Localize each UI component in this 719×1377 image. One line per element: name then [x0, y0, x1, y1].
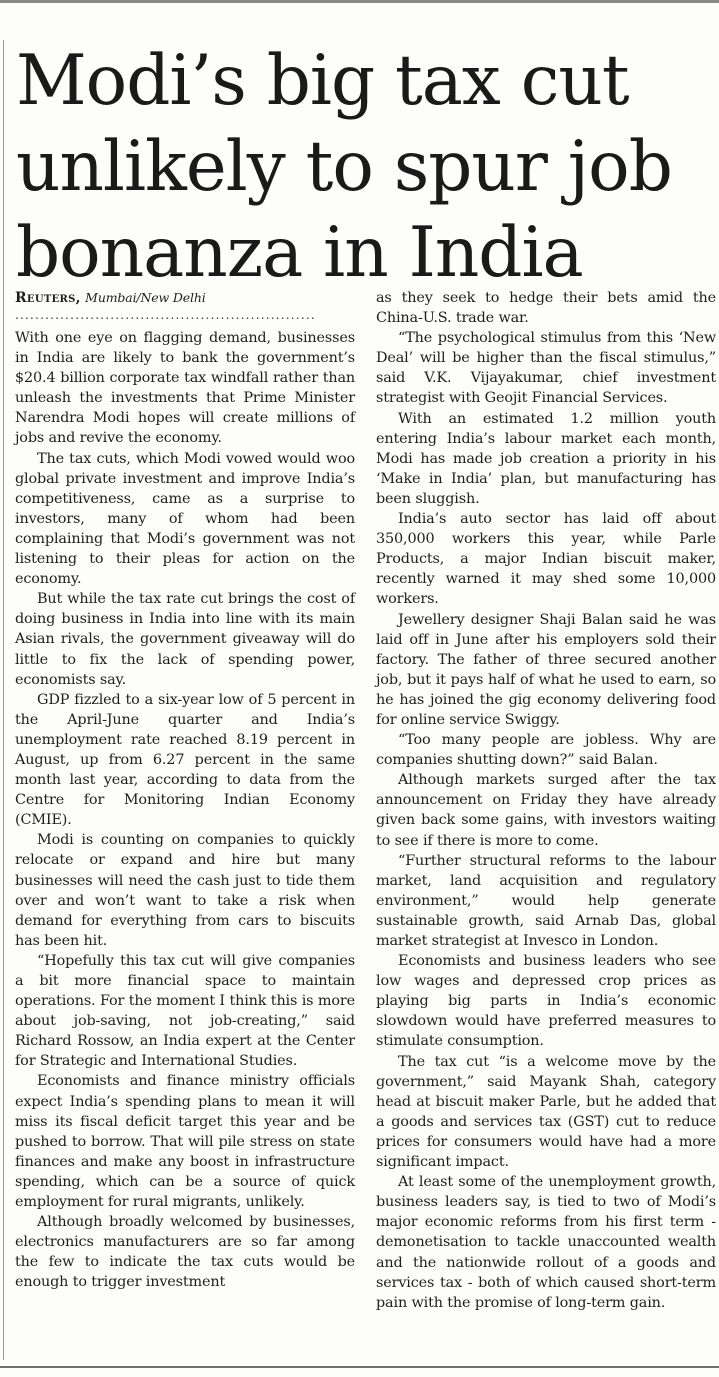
right-paragraph-1: “The psychological stimulus from this ‘New Deal’ will be higher than the fiscal stimulus,” said V.K. Vijayakumar, chief investment strategist with Geojit Financial Services. [376, 330, 716, 407]
left-paragraph-4: GDP fizzled to a six-year low of 5 percent in the April-June quarter and India’s unemployment rate reached 8.19 percent in August, up from 6.27 percent in the same month last year, according to data from the Centre for Monitoring Indian Economy (CMIE). [15, 691, 355, 829]
right-paragraph-3: India’s auto sector has laid off about 350,000 workers this year, while Parle Products, a major Indian biscuit maker, recently warned it may shed some 10,000 workers. [376, 511, 716, 608]
bottom-border-rule [0, 1366, 719, 1368]
right-column [376, 288, 716, 1313]
byline-location: Mumbai/New Delhi [85, 290, 206, 305]
left-column [15, 288, 355, 1293]
left-paragraph-6: “Hopefully this tax cut will give companies a bit more financial space to maintain operations. For the moment I think this is more about job-saving, not job-creating,” said Richard Rossow, an India expert at the Center for Strategic and International Studies. [15, 952, 355, 1070]
left-paragraph-5: Modi is counting on companies to quickly relocate or expand and hire but many businesses will need the cash just to tide them over and won’t want to take a risk when demand for everything from cars to biscuits has been hit. [15, 832, 355, 949]
headline-line-2: unlikely to spur job [16, 127, 672, 207]
left-paragraph-7: Economists and finance ministry officials expect India’s spending plans to mean it will miss its fiscal deficit target this year and be pushed to borrow. That will pile stress on state finances and make any boost in infrastructure spending, which can be a source of quick employment for rural migrants, unlikely. [15, 1073, 355, 1211]
right-paragraph-10: At least some of the unemployment growth, business leaders say, is tied to two of Modi’s major economic reforms from his first term - demonetisation to tackle unaccounted wealth and the nationwide rollout of a goods and services tax - both of which caused short-term pain with the promise of long-term gain. [376, 1174, 716, 1311]
right-paragraph-7: “Further structural reforms to the labour market, land acquisition and regulatory environment,” would help generate sustainable growth, said Arnab Das, global market strategist at Invesco in London. [376, 852, 716, 949]
right-continuation: as they seek to hedge their bets amid the China-U.S. trade war. [376, 290, 716, 327]
right-paragraph-4: Jewellery designer Shaji Balan said he was laid off in June after his employers sold their factory. The father of three secured another job, but it pays half of what he used to earn, so he has joined the gig economy delivering food for online service Swiggy. [376, 611, 716, 728]
headline [16, 38, 716, 296]
left-paragraph-8: Although broadly welcomed by businesses, electronics manufacturers are so far among the few to indicate the tax cuts would be enough to trigger investment [15, 1214, 355, 1291]
left-paragraph-2: The tax cuts, which Modi vowed would woo global private investment and improve India’s competitiveness, came as a surprise to investors, many of whom had been complaining that Modi’s government was not listening to their pleas for action on the economy. [15, 450, 355, 588]
headline-line-3: bonanza in India [16, 213, 583, 293]
byline-agency: Reuters, [15, 290, 81, 306]
right-paragraph-6: Although markets surged after the tax announcement on Friday they have already given back some gains, with investors waiting to see if there is more to come. [376, 772, 716, 849]
right-paragraph-2: With an estimated 1.2 million youth entering India’s labour market each month, Modi has made job creation a priority in his ‘Make in India’ plan, but manufacturing has been sluggish. [376, 410, 716, 507]
byline [15, 288, 355, 308]
right-paragraph-8: Economists and business leaders who see low wages and depressed crop prices as playing big parts in India’s economic slowdown would have preferred measures to stimulate consumption. [376, 953, 716, 1050]
left-paragraph-3: But while the tax rate cut brings the cost of doing business in India into line with its main Asian rivals, the government giveaway will do little to fix the lack of spending power, economists say. [15, 591, 355, 688]
left-paragraph-1: With one eye on flagging demand, businesses in India are likely to bank the government’s $20.4 billion corporate tax windfall rather than unleash the investments that Prime Minister Narendra Modi hopes will create millions of jobs and revive the economy. [15, 330, 355, 447]
right-paragraph-5: “Too many people are jobless. Why are companies shutting down?” said Balan. [376, 732, 716, 769]
right-paragraph-9: The tax cut “is a welcome move by the government,” said Mayank Shah, category head at biscuit maker Parle, but he added that a goods and services tax (GST) cut to reduce prices for consumers would have had a more significant impact. [376, 1053, 716, 1171]
left-border-rule [3, 40, 4, 1360]
top-border-rule [0, 0, 719, 3]
byline-divider: ............................................................ [15, 308, 316, 322]
headline-line-1: Modi’s big tax cut [16, 41, 629, 121]
